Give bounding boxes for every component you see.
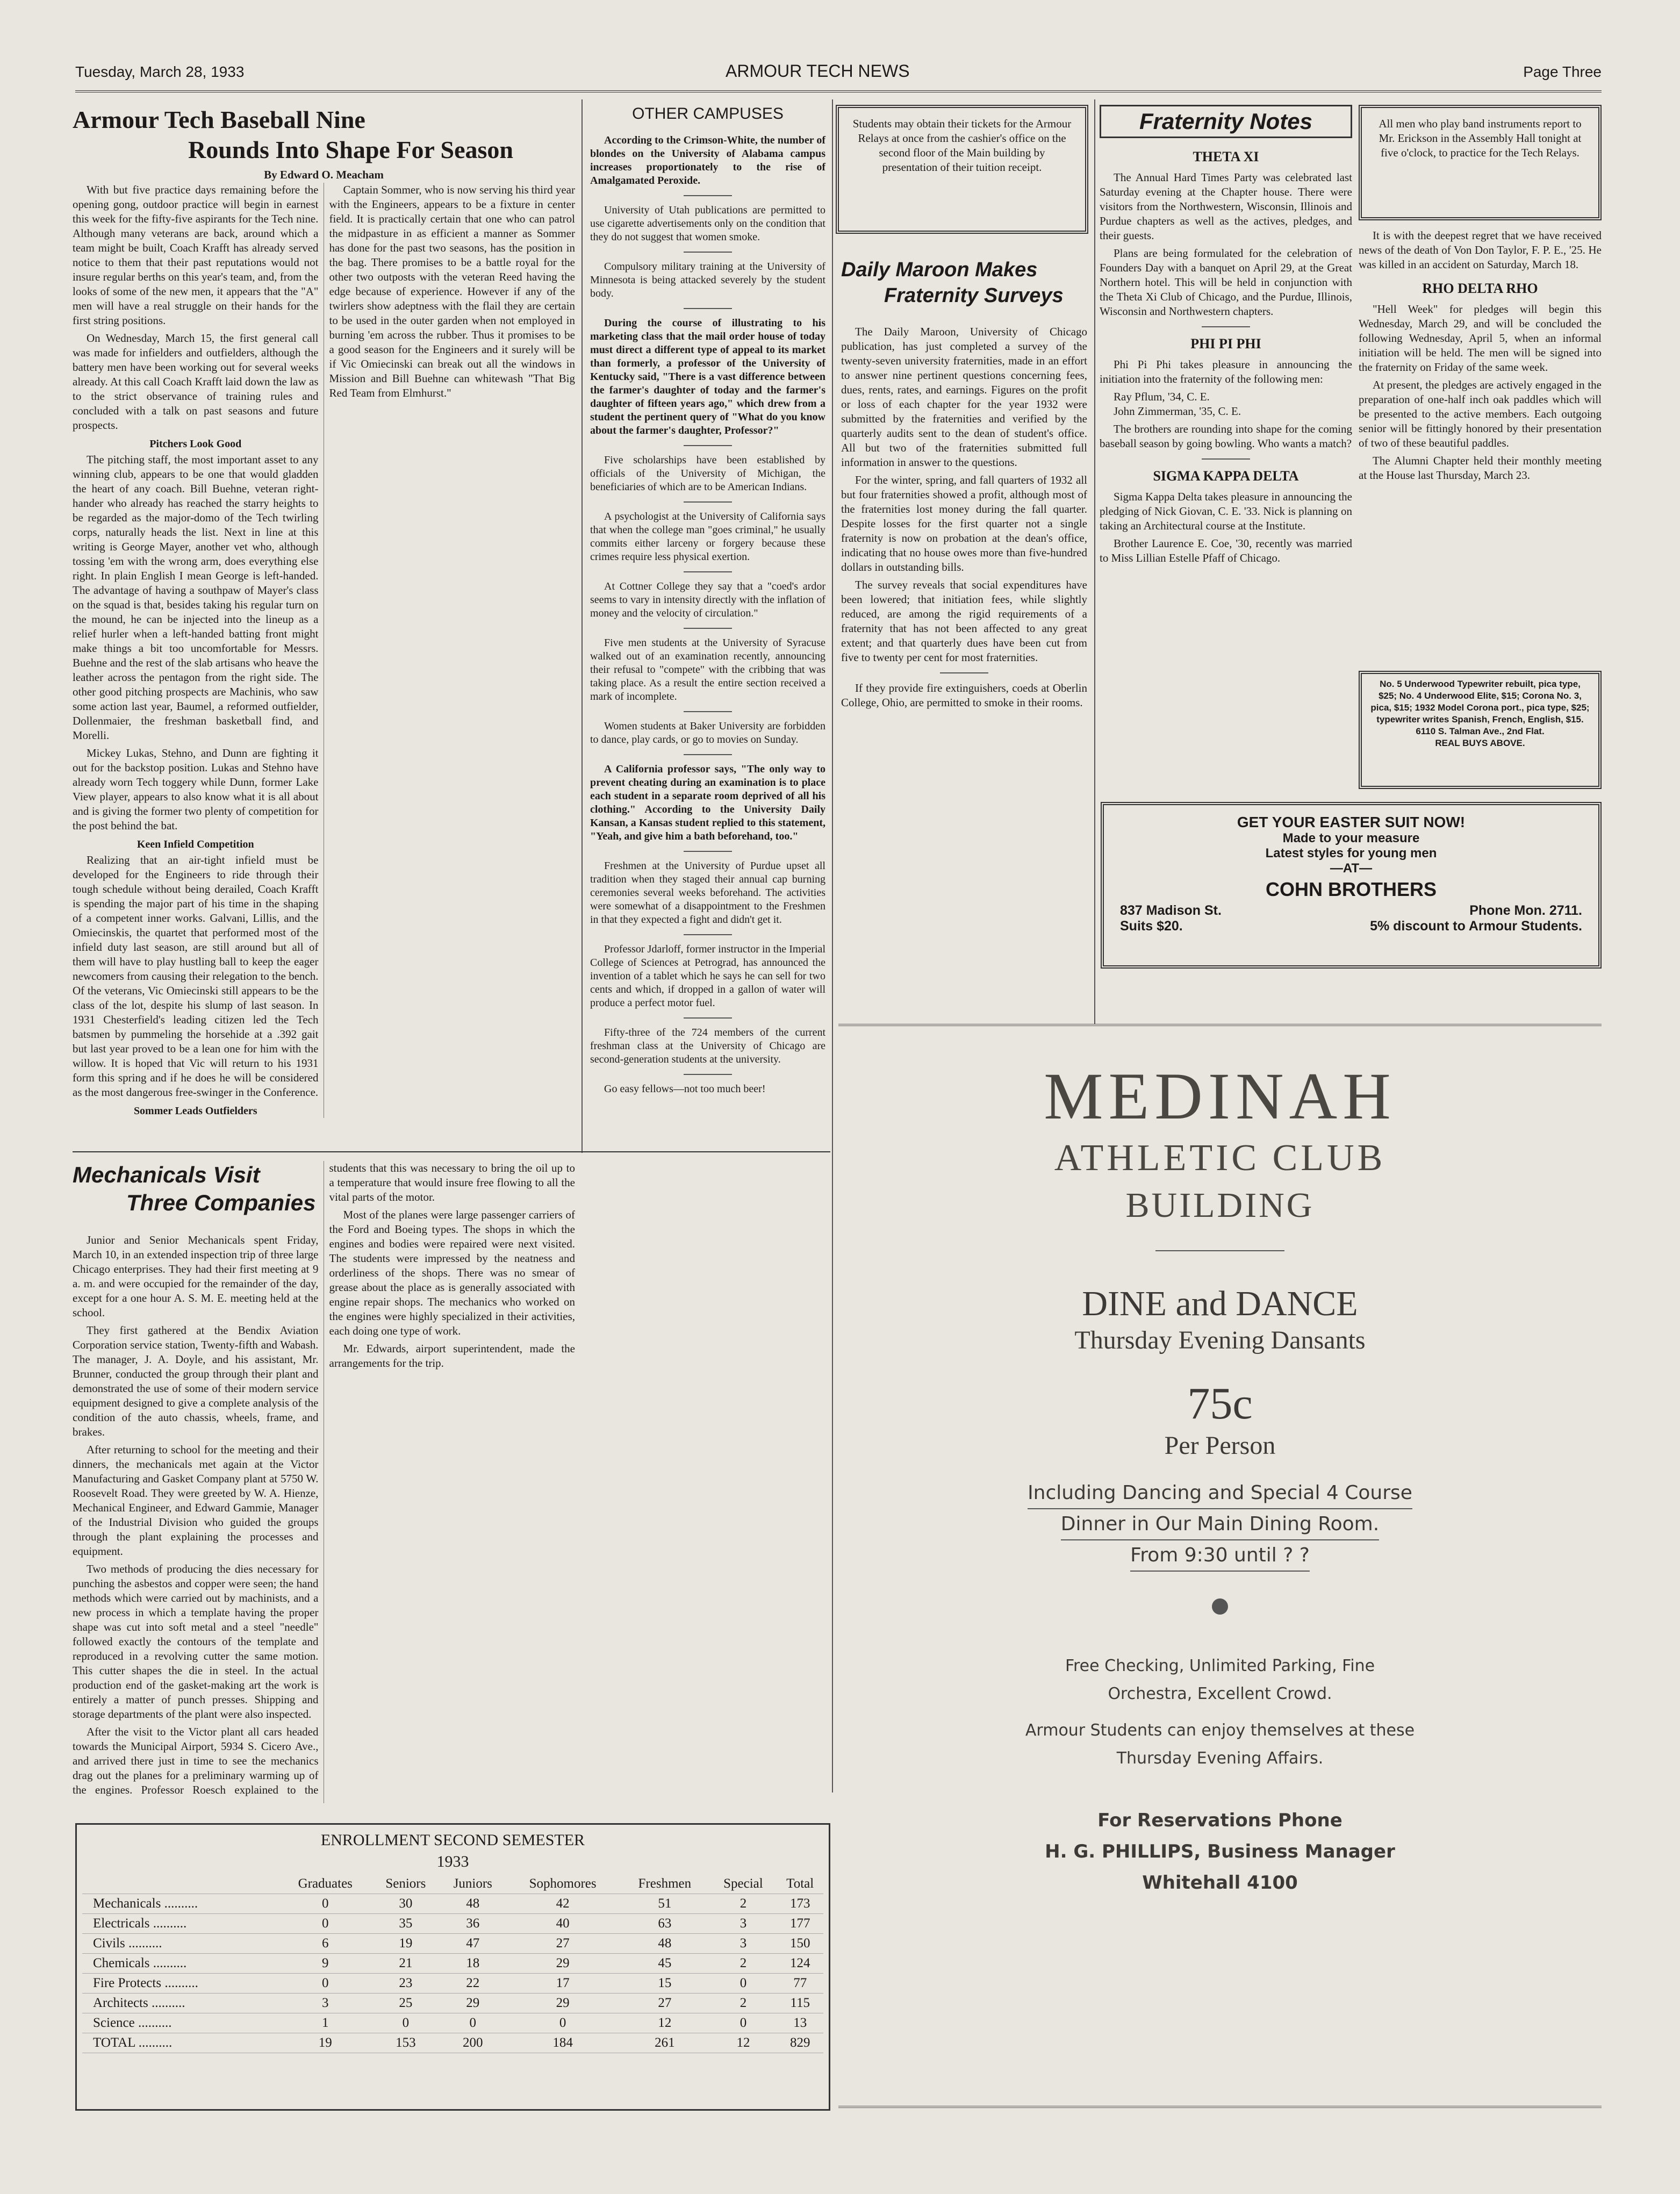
baseball-body bbox=[73, 183, 575, 1118]
notice-text: All men who play band instruments report to Mr. Erickson in the Assembly Hall tonight at five o'clock, to practice for the Tech Relays. bbox=[1379, 117, 1582, 159]
ad-line: Including Dancing and Special 4 Course bbox=[1028, 1478, 1412, 1509]
subheading: Keen Infield Competition bbox=[137, 838, 254, 850]
ad-line: Thursday Evening Affairs. bbox=[1116, 1749, 1324, 1768]
separator bbox=[684, 571, 732, 572]
table-cell: Civils .......... bbox=[93, 1936, 162, 1951]
paragraph: If they provide fire extinguishers, coeds at Oberlin College, Ohio, are permitted to smoke in their rooms. bbox=[841, 682, 1087, 709]
table-row bbox=[82, 1894, 823, 1914]
separator bbox=[940, 672, 988, 673]
chapter-title: RHO DELTA RHO bbox=[1422, 281, 1538, 296]
ad-text: No. 5 Underwood Typewriter rebuilt, pica type, $25; No. 4 Underwood Elite, $15; Corona No. 3, pica, $15; 1932 Model Corona port., pica type, $25; typewriter writes Spanish, French, English, $15. bbox=[1370, 679, 1590, 725]
table-cell: 36 bbox=[466, 1916, 480, 1931]
fraternity-notes-continued bbox=[1359, 228, 1602, 486]
paragraph: On Wednesday, March 15, the first general call was made for infielders and outfielders, although the battery men have been working out for several weeks already. At this call Coach Krafft laid down the law as to the strict observance of training rules and concluded with a talk on past seasons and future prospects. bbox=[73, 332, 319, 432]
ad-line: Orchestra, Excellent Crowd. bbox=[1108, 1684, 1332, 1703]
ad-line: GET YOUR EASTER SUIT NOW! bbox=[1237, 814, 1466, 830]
ad-line: Made to your measure bbox=[1282, 831, 1420, 845]
paragraph: Captain Sommer, who is now serving his third year with the Engineers, appears to be a fixture in center field. It is practically certain that one who can patrol the midpasture in as efficient a manner as Sommer has done for the past two seasons, has the position in the bag. There promises to be a battle royal for the other two outposts with the veteran Reed having the edge because of experience. However if any of the twirlers show adeptness with the flail they are certain to be used in the outer garden when not employed in burning 'em across the rubber. Thus it promises to be a good season for the Engineers and it surely will be if Vic Omiecinski can break out all the windows in Mission and Bill Buehne can whitewash "That Big Red Team from Elmhurst." bbox=[329, 183, 575, 399]
campus-item: During the course of illustrating to his marketing class that the mail order house of today must direct a different type of appeal to its market than formerly, a professor of the University of Kentucky said, "There is a vast difference between the farmer's daughter of today and the farmer's daughter of fifteen years ago," which drew from a student the pertinent query of "What do you know about the farmer's daughter, Professor?" bbox=[590, 317, 825, 436]
paragraph: It is with the deepest regret that we have received news of the death of Von Don Taylor, F. P. E., '25. He was killed in an accident on Saturday, March 18. bbox=[1359, 229, 1602, 271]
table-cell: 124 bbox=[789, 1956, 810, 1970]
band-notice bbox=[1359, 105, 1602, 220]
table-cell: 150 bbox=[789, 1936, 810, 1951]
table-cell: 0 bbox=[321, 1916, 329, 1931]
table-cell: 0 bbox=[740, 1976, 747, 1990]
paragraph: Brother Laurence E. Coe, '30, recently was married to Miss Lillian Estelle Pfaff of Chicago. bbox=[1100, 537, 1352, 564]
table-cell: 115 bbox=[790, 1996, 810, 2010]
table-cell: 153 bbox=[396, 2035, 416, 2050]
ad-line: BUILDING bbox=[1125, 1186, 1315, 1225]
notice-text: Students may obtain their tickets for the Armour Relays at once from the cashier's office on the second floor of the Main building by presentation of their tuition receipt. bbox=[852, 117, 1072, 174]
campus-items bbox=[590, 134, 825, 1096]
table-cell: 0 bbox=[321, 1976, 329, 1990]
paragraph: Two methods of producing the dies necessary for punching the asbestos and copper were seen; the hand methods which were carried out by machinists, and a new process in which a template having the proper shape was cut into soft metal and a steel "needle" followed exactly the contours of the template and reproduced in a revolving cutter the same motion. This cutter shapes the die in steel. In the actual production end of the gasket-making art the work is entirely a matter of punch presses. Shipping and storage departments of the plant were also inspected. bbox=[73, 1562, 319, 1720]
byline: By Edward O. Meacham bbox=[264, 168, 384, 181]
paragraph: The Daily Maroon, University of Chicago publication, has just completed a survey of the twenty-seven university fraternities, made in an effort to answer nine pertinent questions concerning fees, dues, rents, rates, and earnings. Figures on the profit or loss of each chapter for the year 1932 were submitted by the fraternities and verified by the quarterly audits sent to the dean of student's office. All but two of the fraternities submitted full information in answer to the questions. bbox=[841, 325, 1087, 469]
chapter-title: THETA XI bbox=[1193, 149, 1259, 164]
headline-line-1: Armour Tech Baseball Nine bbox=[73, 106, 365, 133]
ad-discount: 5% discount to Armour Students. bbox=[1370, 919, 1582, 934]
mechanicals-article bbox=[73, 1161, 575, 1803]
paper-name: ARMOUR TECH NEWS bbox=[726, 61, 910, 81]
table-cell: 42 bbox=[556, 1896, 570, 1911]
ad-line: —AT— bbox=[1330, 861, 1373, 876]
maroon-article bbox=[841, 257, 1087, 713]
table-cell: 19 bbox=[399, 1936, 413, 1951]
ad-row bbox=[1120, 903, 1582, 919]
table-cell: 51 bbox=[658, 1896, 672, 1911]
table-cell: 1 bbox=[321, 2016, 329, 2030]
paragraph: Mr. Edwards, airport superintendent, made the arrangements for the trip. bbox=[329, 1342, 575, 1370]
separator bbox=[684, 1017, 732, 1019]
table-cell: Chemicals .......... bbox=[93, 1956, 187, 1970]
table-row bbox=[82, 1974, 823, 1994]
table-cell: 45 bbox=[658, 1956, 672, 1970]
paragraph: "Hell Week" for pledges will begin this Wednesday, March 29, and will be concluded the following Wednesday, April 5, when an informal initiation will be held. The men will be signed into the fraternity on Friday of the same week. bbox=[1359, 303, 1602, 374]
paragraph: The Alumni Chapter held their monthly meeting at the House last Thursday, March 23. bbox=[1359, 454, 1602, 482]
campus-item: Fifty-three of the 724 members of the current freshman class at the University of Chicago are second-generation students at the university. bbox=[590, 1027, 825, 1065]
paragraph: The survey reveals that social expenditures have been lowered; that initiation fees, while slightly reduced, are among the rigid requirements of a fraternity that has not been affected to any great extent; and that quarterly dues have been cut from five to twenty per cent for most fraternities. bbox=[841, 578, 1087, 664]
ad-line: ATHLETIC CLUB bbox=[1054, 1137, 1386, 1179]
separator bbox=[684, 851, 732, 852]
paragraph: With but five practice days remaining before the opening gong, outdoor practice will begin in earnest this week for the fifty-five aspirants for the Tech nine. Although many veterans are back, around which a team might be built, Coach Krafft has already served notice to them that their past reputations would not insure regular berths on this year's team, and, from the looks of some of the new men, it appears that the "A" men will have a real struggle on their hands for the first string positions. bbox=[73, 183, 319, 327]
paragraph: They first gathered at the Bendix Aviation Corporation service station, Twenty-fifth and Wabash. The manager, J. A. Doyle, and his assistant, Mr. Brunner, conducted the group through their plant and demonstrated the use of some of their modern service equipment designed to give a complete analysis of the condition of the auto chassis, wheels, frame, and brakes. bbox=[73, 1324, 319, 1438]
headline-line-1: Mechanicals Visit bbox=[73, 1162, 260, 1187]
typewriter-ad bbox=[1359, 671, 1602, 789]
table-cell: 173 bbox=[789, 1896, 810, 1911]
chapter-title: PHI PI PHI bbox=[1190, 336, 1261, 352]
ad-amenities bbox=[838, 1652, 1602, 1773]
separator bbox=[684, 445, 732, 446]
medinah-ad bbox=[838, 1037, 1602, 1898]
table-cell: 2 bbox=[740, 1956, 747, 1970]
table-cell: 27 bbox=[556, 1936, 570, 1951]
table-row bbox=[82, 1954, 823, 1974]
ad-name: MEDINAH bbox=[1044, 1059, 1396, 1133]
separator bbox=[684, 934, 732, 935]
ad-line: Dinner in Our Main Dining Room. bbox=[1061, 1509, 1379, 1540]
table-cell: 13 bbox=[793, 2016, 807, 2030]
table-cell: Mechanicals .......... bbox=[93, 1896, 198, 1911]
paragraph: At present, the pledges are actively engaged in the preparation of one-half inch oak paddles which will be presented to the active members. Each outgoing senior will be fittingly honored by their presentation of two of these beautiful paddles. bbox=[1359, 378, 1602, 449]
paragraph: The pitching staff, the most important asset to any winning club, appears to be one that would gladden the heart of any coach. Bill Buehne, veteran right-hander who already has reached the starry heights to be regarded as the major-domo of the Tech twirling corps, naturally heads the list. Next in line at this writing is George Mayer, another vet who, although tossing 'em with the wrong arm, does everything else right. In plain English I mean George is left-handed. The advantage of having a southpaw of Mayer's class on the squad is that, besides taking his regular turn on the mound, he can be injected into the lineup as a relief hurler when a left-handed batting front might make things a bit too uncomfortable for Messrs. Buehne and the rest of the slab artisans who heave the leather across the pentagon from the right side. The other good pitching prospects are Machinis, who saw some action last year, Baumel, a reformed outfielder, Dollenmaier, the freshman basketball find, and Morelli. bbox=[73, 453, 319, 742]
table-cell: 29 bbox=[556, 1996, 570, 2010]
table-row bbox=[82, 2013, 823, 2033]
ad-line: Free Checking, Unlimited Parking, Fine bbox=[1065, 1657, 1375, 1675]
table-row bbox=[82, 1914, 823, 1934]
ad-line: Armour Students can enjoy themselves at these bbox=[1025, 1721, 1415, 1740]
page-number: Page Three bbox=[1523, 63, 1602, 80]
column-header: Sophomores bbox=[529, 1876, 597, 1891]
column-header: Graduates bbox=[298, 1876, 353, 1891]
column-header: Juniors bbox=[453, 1876, 492, 1891]
table-cell: 3 bbox=[740, 1916, 747, 1931]
headline-line-2: Three Companies bbox=[126, 1190, 316, 1215]
table-cell: 29 bbox=[556, 1956, 570, 1970]
mechanicals-body bbox=[73, 1161, 575, 1803]
name-line: John Zimmerman, '35, C. E. bbox=[1114, 405, 1241, 418]
table-cell: 261 bbox=[655, 2035, 675, 2050]
col-rule-3 bbox=[1094, 99, 1095, 1024]
table-cell: 3 bbox=[740, 1936, 747, 1951]
masthead bbox=[75, 59, 1602, 86]
headline-line-2: Rounds Into Shape For Season bbox=[188, 136, 514, 163]
ad-phone: Phone Mon. 2711. bbox=[1469, 903, 1582, 918]
ad-top-rule bbox=[838, 1024, 1602, 1026]
separator bbox=[684, 195, 732, 196]
table-cell: 0 bbox=[559, 2016, 566, 2030]
table-cell: 177 bbox=[789, 1916, 810, 1931]
table-cell: 0 bbox=[469, 2016, 477, 2030]
column-title: OTHER CAMPUSES bbox=[632, 105, 784, 123]
issue-date: Tuesday, March 28, 1933 bbox=[75, 63, 245, 80]
ad-line: Whitehall 4100 bbox=[1142, 1872, 1298, 1894]
ad-dansants: Thursday Evening Dansants bbox=[1074, 1326, 1366, 1354]
table-cell: 9 bbox=[321, 1956, 329, 1970]
campus-item: A psychologist at the University of California says that when the college man "goes criminal," he usually commits either larceny or forgery because these crimes require less physical exertion. bbox=[590, 511, 825, 563]
paragraph: After returning to school for the meeting and their dinners, the mechanicals met again at the Victor Manufacturing and Gasket Company plant at 5750 W. Roosevelt Road. They were greeted by W. A. Hienze, Mechanical Engineer, and Edward Gammie, Manager of the Industrial Division who guided the groups through the plant explaining the processes and equipment. bbox=[73, 1443, 319, 1558]
ad-tag: REAL BUYS ABOVE. bbox=[1435, 738, 1525, 748]
table-cell: 19 bbox=[318, 2035, 332, 2050]
subheading: Pitchers Look Good bbox=[149, 438, 242, 450]
table-cell: 25 bbox=[399, 1996, 413, 2010]
cohn-brothers-ad bbox=[1101, 802, 1602, 969]
table-cell: 184 bbox=[552, 2035, 573, 2050]
table-year: 1933 bbox=[436, 1853, 469, 1870]
paragraph: After the visit to the Victor plant all cars headed towards the Municipal Airport, 5934 S. Cicero Ave., and arrived there just in time to see the mechanics drag out the planes for a preliminary warming up of the engines. Professor Roesch explained to the students that this was necessary to bring the oil up to a temperature that would insure free flowing to all the vital parts of the motor. bbox=[73, 1161, 575, 1796]
other-campuses bbox=[590, 105, 825, 1099]
table-cell: 30 bbox=[399, 1896, 413, 1911]
table-cell: 22 bbox=[466, 1976, 480, 1990]
masthead-rule bbox=[75, 90, 1602, 92]
ad-line: For Reservations Phone bbox=[1097, 1810, 1342, 1831]
campus-item: Women students at Baker University are forbidden to dance, play cards, or go to movies on Sunday. bbox=[590, 720, 825, 745]
ad-brand: COHN BROTHERS bbox=[1265, 878, 1437, 900]
separator bbox=[684, 1074, 732, 1075]
table-cell: 21 bbox=[399, 1956, 413, 1970]
baseball-article bbox=[73, 105, 575, 1118]
column-header: Seniors bbox=[385, 1876, 426, 1891]
table-cell: Science .......... bbox=[93, 2016, 172, 2030]
campus-item: According to the Crimson-White, the number of blondes on the University of Alabama campus increases proportionately to the rise of Amalgamated Peroxide. bbox=[590, 134, 825, 187]
separator bbox=[1155, 1250, 1284, 1251]
paragraph: Realizing that an air-tight infield must be developed for the Engineers to ride through their tough schedule without being derailed, Coach Krafft is spending the major part of his time in the shaping of a competent inner works. Galvani, Lillis, and the Omiecinskis, the quartet that performed most of the infield duty last season, are still around but all of them will have to play hustling ball to keep the eager newcomers from causing their relegation to the bench. Of the veterans, Vic Omiecinski still appears to be the class of the lot, despite his slump of last season. In 1931 Chesterfield's leading citizen led the Tech batsmen by pummeling the horsehide at a .392 gait but last year proved to be a lean one for him with the willow. It is hoped that Vic will return to his 1931 form this spring and if he does he will be considered as the most dangerous free-swinger in the Conference. bbox=[73, 854, 319, 1099]
separator bbox=[684, 628, 732, 629]
ad-reservations bbox=[838, 1805, 1602, 1898]
separator bbox=[684, 711, 732, 712]
column-header: Special bbox=[723, 1876, 763, 1891]
table-row bbox=[82, 1994, 823, 2013]
paragraph: For the winter, spring, and fall quarters of 1932 all but four fraternities showed a profit, although most of the fraternities lost money during the fall quarter. Despite losses for the first quarter not a single fraternity is now on probation at the dean's office, indicating that no house owes more than five-hundred dollars in outstanding bills. bbox=[841, 474, 1087, 573]
table-cell: 63 bbox=[658, 1916, 672, 1931]
section-title: Fraternity Notes bbox=[1100, 105, 1352, 138]
table-cell: 3 bbox=[321, 1996, 329, 2010]
separator bbox=[1202, 458, 1250, 460]
table-cell: TOTAL .......... bbox=[93, 2035, 173, 2050]
table-cell: 200 bbox=[463, 2035, 483, 2050]
campus-item: Go easy fellows—not too much beer! bbox=[604, 1083, 766, 1095]
ad-address: 6110 S. Talman Ave., 2nd Flat. bbox=[1416, 726, 1545, 736]
ad-dine: DINE and DANCE bbox=[1082, 1284, 1358, 1323]
name-line: Ray Pflum, '34, C. E. bbox=[1114, 390, 1210, 403]
subheading: Sommer Leads Outfielders bbox=[133, 1105, 257, 1117]
table-cell: Fire Protects .......... bbox=[93, 1976, 198, 1990]
table-cell: 40 bbox=[556, 1916, 570, 1931]
separator bbox=[1202, 326, 1250, 327]
table-cell: 77 bbox=[793, 1976, 807, 1990]
column-header: Total bbox=[786, 1876, 814, 1891]
enrollment-table bbox=[75, 1823, 830, 2111]
ad-price: 75c bbox=[1187, 1379, 1253, 1429]
ad-line: From 9:30 until ? ? bbox=[1130, 1540, 1310, 1572]
table-cell: 15 bbox=[658, 1976, 672, 1990]
col-rule-1 bbox=[581, 99, 583, 1153]
ad-per-person: Per Person bbox=[1164, 1431, 1276, 1460]
table-cell: 2 bbox=[740, 1996, 747, 2010]
separator bbox=[684, 754, 732, 755]
enrollment-grid bbox=[82, 1874, 823, 2053]
campus-item: At Cottner College they say that a "coed's ardor seems to vary in intensity directly with the inflation of money and the velocity of circulation." bbox=[590, 580, 825, 619]
campus-item: Five men students at the University of Syracuse walked out of an examination recently, announcing their refusal to "compete" with the cribbing that was taking place. As a result the entire section received a mark of incomplete. bbox=[590, 637, 825, 702]
campus-item: Compulsory military training at the University of Minnesota is being attacked severely by the student body. bbox=[590, 261, 825, 299]
table-cell: 47 bbox=[466, 1936, 480, 1951]
table-cell: 17 bbox=[556, 1976, 570, 1990]
table-cell: Architects .......... bbox=[93, 1996, 185, 2010]
relays-notice bbox=[836, 105, 1088, 234]
bullet-dot bbox=[1212, 1598, 1228, 1615]
paragraph: Phi Pi Phi takes pleasure in announcing the initiation into the fraternity of the following men: bbox=[1100, 358, 1352, 385]
table-cell: 0 bbox=[321, 1896, 329, 1911]
campus-item: University of Utah publications are permitted to use cigarette advertisements only on the condition that they do not suggest that women smoke. bbox=[590, 204, 825, 243]
headline-line-1: Daily Maroon Makes bbox=[841, 259, 1038, 281]
separator bbox=[684, 252, 732, 253]
table-cell: 2 bbox=[740, 1896, 747, 1911]
table-cell: 12 bbox=[736, 2035, 750, 2050]
table-cell: 27 bbox=[658, 1996, 672, 2010]
paragraph: Sigma Kappa Delta takes pleasure in announcing the pledging of Nick Giovan, C. E. '33. Nick is planning on taking an Architectural course at the Institute. bbox=[1100, 490, 1352, 532]
paragraph: Mickey Lukas, Stehno, and Dunn are fighting it out for the backstop position. Lukas and Stehno have already worn Tech toggery while Dunn, former Lake View player, appears to also know what it is all about and is giving the former two plenty of competition for the post behind the bat. bbox=[73, 747, 319, 832]
ad-row bbox=[1120, 919, 1582, 934]
table-cell: Electricals .......... bbox=[93, 1916, 187, 1931]
paragraph: The Annual Hard Times Party was celebrated last Saturday evening at the Chapter house. There were visitors from the Northwestern, Wisconsin, Illinois and Purdue chapters as well as the actives, pledges, and their guests. bbox=[1100, 171, 1352, 242]
table-row bbox=[82, 1934, 823, 1954]
table-cell: 29 bbox=[466, 1996, 480, 2010]
campus-item: Freshmen at the University of Purdue upset all tradition when they staged their annual cap burning ceremonies several weeks beforehand. The activities were somewhat of a disappointment to the Freshmen in that they expected a fight and didn't get it. bbox=[590, 860, 825, 926]
paragraph: Most of the planes were large passenger carriers of the Ford and Boeing types. The shops in which the engines and bodies were repaired were next visited. The students were impressed by the neatness and orderliness of the shops. There was no smear of grease about the place as is generally associated with engine repair shops. The mechanics who worked on the engines were highly specialized in their activities, each doing one type of work. bbox=[329, 1208, 575, 1337]
headline-line-2: Fraternity Surveys bbox=[884, 284, 1064, 307]
ad-line: H. G. PHILLIPS, Business Manager bbox=[1045, 1841, 1395, 1862]
column-header bbox=[82, 1874, 279, 1894]
table-cell: 48 bbox=[466, 1896, 480, 1911]
ad-bottom-rule bbox=[838, 2106, 1602, 2108]
table-cell: 12 bbox=[658, 2016, 672, 2030]
separator bbox=[684, 308, 732, 309]
table-cell: 829 bbox=[789, 2035, 810, 2050]
table-cell: 18 bbox=[466, 1956, 480, 1970]
campus-item: A California professor says, "The only way to prevent cheating during an examination is to place each student in a separate room deprived of all his clothing." According to the University Daily Kansan, a Kansas student replied to this statement, "Yeah, and give him a bath beforehand, too." bbox=[590, 763, 825, 842]
campus-item: Five scholarships have been established by officials of the University of Michigan, the beneficiaries of which are to be American Indians. bbox=[590, 454, 825, 493]
ad-line: Latest styles for young men bbox=[1265, 846, 1437, 861]
chapter-title: SIGMA KAPPA DELTA bbox=[1153, 468, 1299, 484]
ad-price: Suits $20. bbox=[1120, 919, 1183, 934]
table-cell: 23 bbox=[399, 1976, 413, 1990]
paragraph: The brothers are rounding into shape for the coming baseball season by going bowling. Who wants a match? bbox=[1100, 422, 1352, 450]
ad-address: 837 Madison St. bbox=[1120, 903, 1222, 918]
section-rule bbox=[73, 1151, 830, 1152]
table-cell: 0 bbox=[402, 2016, 410, 2030]
table-title: ENROLLMENT SECOND SEMESTER bbox=[320, 1831, 585, 1849]
table-cell: 6 bbox=[321, 1936, 329, 1951]
paragraph: Junior and Senior Mechanicals spent Friday, March 10, in an extended inspection trip of three large Chicago enterprises. They had their first meeting at 9 a. m. and were occupied for the remainder of the day, except for a one hour A. S. M. E. meeting held at the school. bbox=[73, 1234, 319, 1319]
paragraph: Plans are being formulated for the celebration of Founders Day with a banquet on April 29, at the Great Northern hotel. This will be held in conjunction with the Theta Xi Club of Chicago, and the Purdue, Illinois, Wisconsin and Northwestern chapters. bbox=[1100, 247, 1352, 318]
table-cell: 0 bbox=[740, 2016, 747, 2030]
fraternity-notes bbox=[1100, 105, 1352, 569]
table-row bbox=[82, 2033, 823, 2053]
separator bbox=[684, 501, 732, 503]
table-cell: 35 bbox=[399, 1916, 413, 1931]
ad-inclusion bbox=[838, 1478, 1602, 1572]
column-header: Freshmen bbox=[638, 1876, 692, 1891]
table-cell: 48 bbox=[658, 1936, 672, 1951]
col-rule-2 bbox=[832, 99, 833, 1793]
campus-item: Professor Jdarloff, former instructor in the Imperial College of Sciences at Petrograd, has announced the invention of a tablet which he says he can sell for two cents and which, if dropped in a gallon of water will produce a perfect motor fuel. bbox=[590, 943, 825, 1009]
